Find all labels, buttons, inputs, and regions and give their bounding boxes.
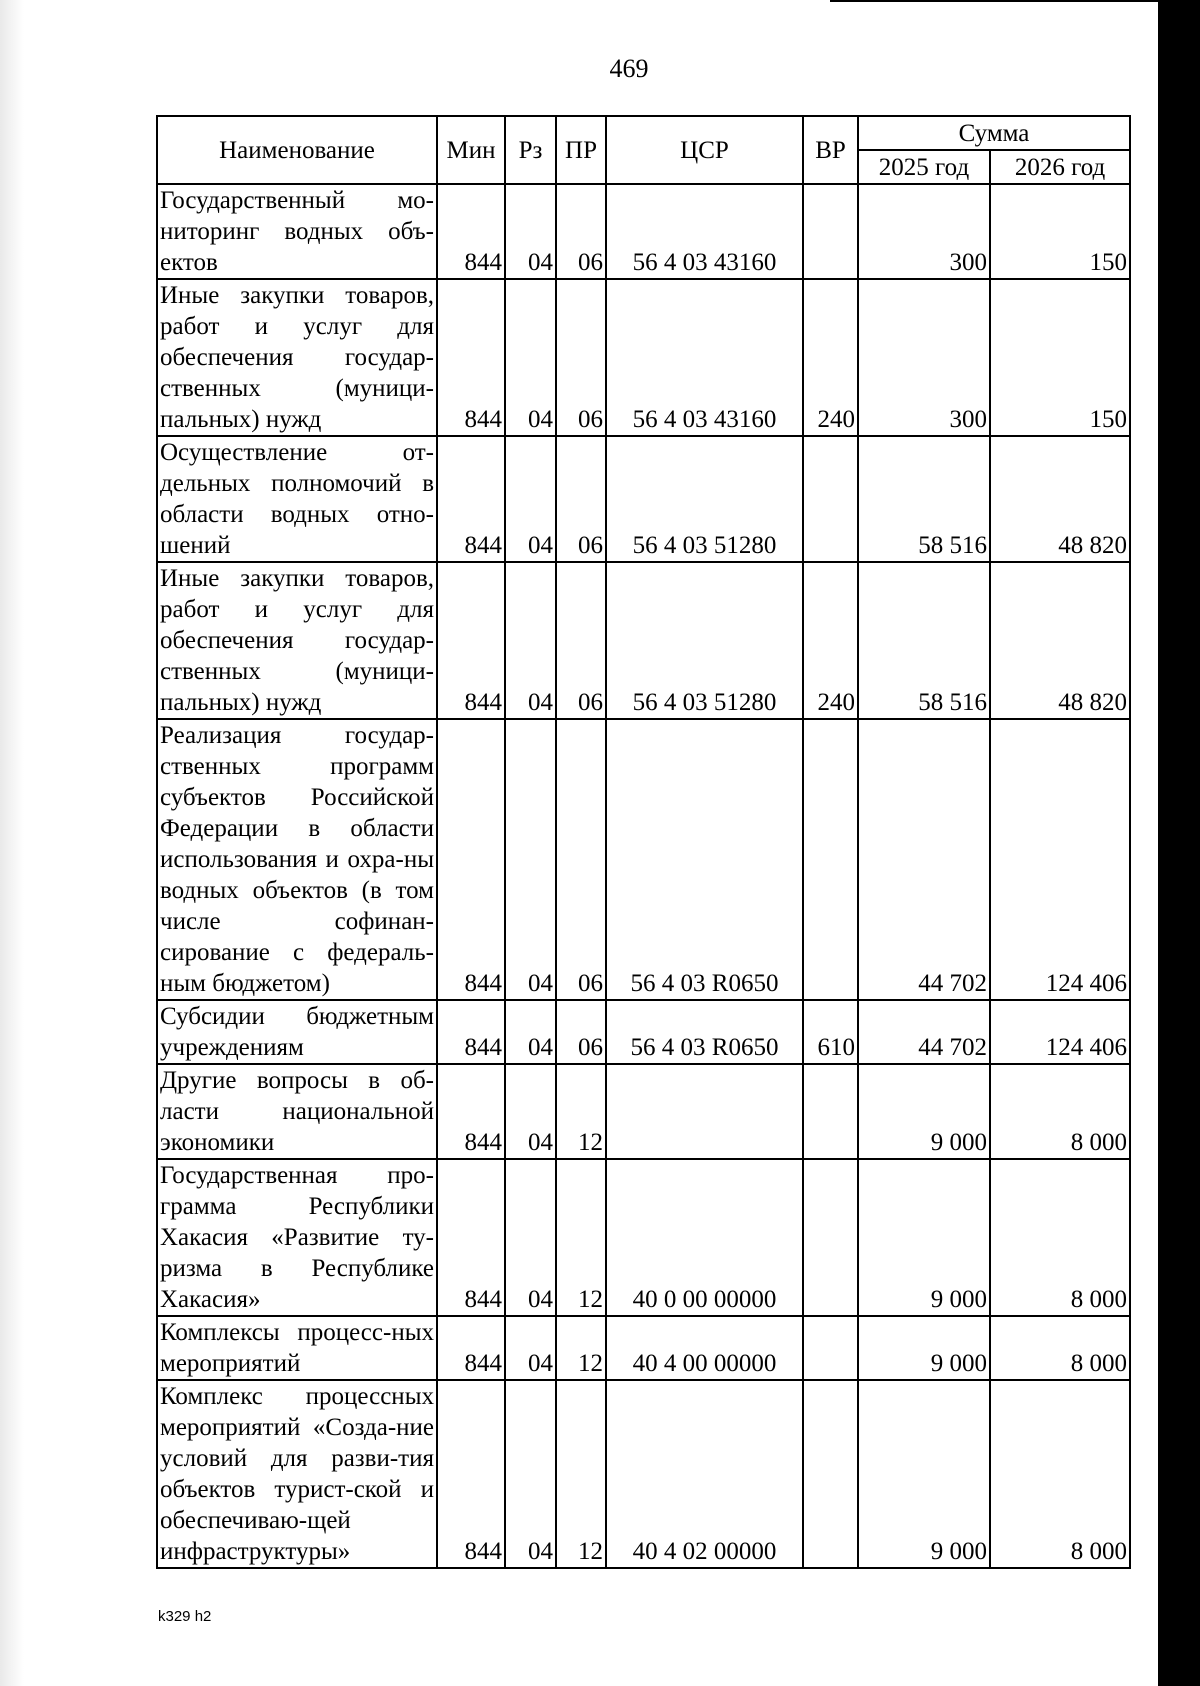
- cell-vr: [803, 1380, 858, 1568]
- cell-pr: 06: [556, 1000, 606, 1064]
- header-vr: ВР: [803, 116, 858, 184]
- cell-min: 844: [437, 562, 505, 719]
- cell-rz: 04: [505, 1380, 556, 1568]
- cell-vr: [803, 1316, 858, 1380]
- cell-csr: 56 4 03 43160: [606, 184, 803, 279]
- cell-2025: 9 000: [858, 1159, 990, 1316]
- cell-pr: 12: [556, 1380, 606, 1568]
- cell-2026: 8 000: [990, 1159, 1130, 1316]
- cell-2026: 8 000: [990, 1380, 1130, 1568]
- table-row: [157, 436, 1130, 562]
- scan-shadow: [0, 0, 24, 1686]
- cell-min: 844: [437, 1064, 505, 1159]
- cell-2025: 44 702: [858, 1000, 990, 1064]
- cell-csr: 40 4 00 00000: [606, 1316, 803, 1380]
- cell-2025: 300: [858, 184, 990, 279]
- cell-name: Осуществление от-дельных полномочий в области водных отно-шений: [157, 436, 437, 562]
- cell-pr: 06: [556, 184, 606, 279]
- cell-csr: 56 4 03 R0650: [606, 719, 803, 1000]
- cell-csr: 56 4 03 43160: [606, 279, 803, 436]
- cell-rz: 04: [505, 279, 556, 436]
- cell-vr: [803, 1064, 858, 1159]
- cell-csr: [606, 1064, 803, 1159]
- cell-2026: 48 820: [990, 562, 1130, 719]
- cell-rz: 04: [505, 562, 556, 719]
- cell-csr: 40 0 00 00000: [606, 1159, 803, 1316]
- table-header: [157, 116, 1130, 184]
- cell-min: 844: [437, 1000, 505, 1064]
- cell-rz: 04: [505, 184, 556, 279]
- footer-code: k329 h2: [158, 1608, 212, 1625]
- cell-min: 844: [437, 719, 505, 1000]
- cell-rz: 04: [505, 1159, 556, 1316]
- cell-pr: 06: [556, 279, 606, 436]
- table-row: [157, 184, 1130, 279]
- cell-name: Комплексы процесс-ных мероприятий: [157, 1316, 437, 1380]
- cell-min: 844: [437, 1316, 505, 1380]
- table-body: [157, 184, 1130, 1568]
- cell-csr: 56 4 03 51280: [606, 562, 803, 719]
- cell-name: Другие вопросы в об-ласти национальной экономики: [157, 1064, 437, 1159]
- cell-name: Комплекс процессных мероприятий «Созда-ние условий для разви-тия объектов турист-ской и обеспечиваю-щей инфраструктуры»: [157, 1380, 437, 1568]
- cell-2026: 124 406: [990, 719, 1130, 1000]
- cell-2025: 9 000: [858, 1380, 990, 1568]
- cell-pr: 12: [556, 1159, 606, 1316]
- cell-pr: 06: [556, 562, 606, 719]
- header-year-2025: 2025 год: [858, 150, 990, 184]
- cell-rz: 04: [505, 1064, 556, 1159]
- header-csr: ЦСР: [606, 116, 803, 184]
- cell-vr: [803, 436, 858, 562]
- cell-vr: [803, 1159, 858, 1316]
- cell-rz: 04: [505, 719, 556, 1000]
- header-name: Наименование: [157, 116, 437, 184]
- cell-2025: 9 000: [858, 1316, 990, 1380]
- cell-rz: 04: [505, 1316, 556, 1380]
- scan-right-edge: [1158, 0, 1200, 1686]
- cell-2026: 48 820: [990, 436, 1130, 562]
- cell-2025: 44 702: [858, 719, 990, 1000]
- cell-name: Государственный мо-ниторинг водных объ-ектов: [157, 184, 437, 279]
- table-row: [157, 1159, 1130, 1316]
- cell-2026: 150: [990, 279, 1130, 436]
- cell-min: 844: [437, 279, 505, 436]
- table-row: [157, 1000, 1130, 1064]
- cell-pr: 06: [556, 436, 606, 562]
- cell-2025: 58 516: [858, 562, 990, 719]
- cell-pr: 06: [556, 719, 606, 1000]
- cell-vr: [803, 719, 858, 1000]
- cell-2025: 9 000: [858, 1064, 990, 1159]
- cell-vr: 610: [803, 1000, 858, 1064]
- cell-name: Иные закупки товаров, работ и услуг для обеспечения государ-ственных (муници-пальных) нужд: [157, 279, 437, 436]
- cell-2025: 300: [858, 279, 990, 436]
- cell-name: Государственная про-грамма Республики Хакасия «Развитие ту-ризма в Республике Хакасия»: [157, 1159, 437, 1316]
- header-rz: Рз: [505, 116, 556, 184]
- budget-table: [156, 115, 1131, 1569]
- cell-csr: 56 4 03 R0650: [606, 1000, 803, 1064]
- cell-2026: 150: [990, 184, 1130, 279]
- header-min: Мин: [437, 116, 505, 184]
- cell-pr: 12: [556, 1316, 606, 1380]
- cell-2025: 58 516: [858, 436, 990, 562]
- cell-rz: 04: [505, 1000, 556, 1064]
- table-row: [157, 279, 1130, 436]
- cell-vr: 240: [803, 562, 858, 719]
- cell-2026: 8 000: [990, 1316, 1130, 1380]
- cell-name: Реализация государ-ственных программ субъектов Российской Федерации в области использования и охра-ны водных объектов (в том числе софинан-сирование с федераль-ным бюджетом): [157, 719, 437, 1000]
- cell-name: Субсидии бюджетным учреждениям: [157, 1000, 437, 1064]
- cell-csr: 56 4 03 51280: [606, 436, 803, 562]
- cell-csr: 40 4 02 00000: [606, 1380, 803, 1568]
- cell-min: 844: [437, 1380, 505, 1568]
- cell-vr: 240: [803, 279, 858, 436]
- table-row: [157, 719, 1130, 1000]
- cell-2026: 8 000: [990, 1064, 1130, 1159]
- table-row: [157, 1380, 1130, 1568]
- header-pr: ПР: [556, 116, 606, 184]
- cell-vr: [803, 184, 858, 279]
- header-year-2026: 2026 год: [990, 150, 1130, 184]
- cell-min: 844: [437, 184, 505, 279]
- page-number: 469: [609, 54, 649, 83]
- table-row: [157, 1064, 1130, 1159]
- header-sum: Сумма: [858, 116, 1130, 150]
- table-row: [157, 1316, 1130, 1380]
- cell-name: Иные закупки товаров, работ и услуг для обеспечения государ-ственных (муници-пальных) нужд: [157, 562, 437, 719]
- cell-rz: 04: [505, 436, 556, 562]
- top-rule: [830, 0, 1160, 2]
- cell-min: 844: [437, 1159, 505, 1316]
- cell-pr: 12: [556, 1064, 606, 1159]
- cell-min: 844: [437, 436, 505, 562]
- cell-2026: 124 406: [990, 1000, 1130, 1064]
- table-row: [157, 562, 1130, 719]
